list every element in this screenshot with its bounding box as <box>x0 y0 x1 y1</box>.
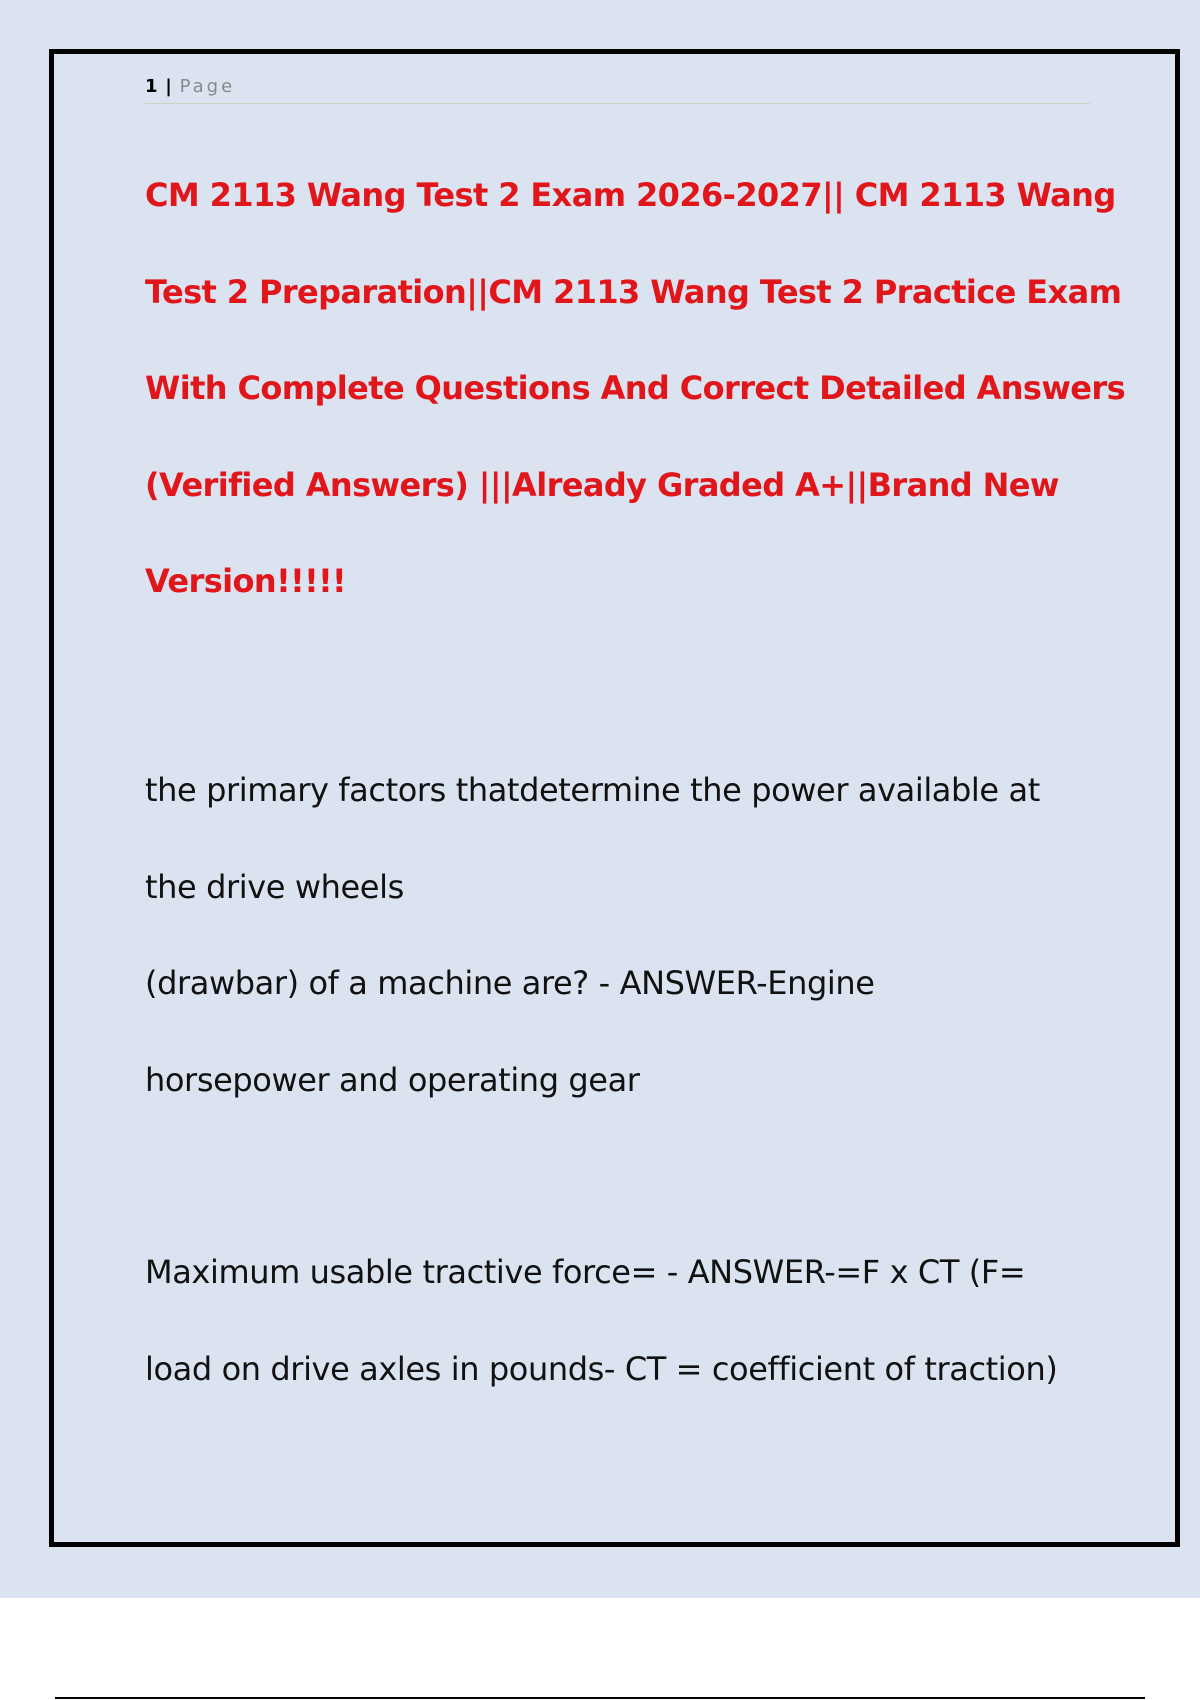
footer-divider <box>55 1697 1145 1699</box>
qa-line: (drawbar) of a machine are? - ANSWER-Engine <box>145 964 875 1002</box>
question-answer-1 <box>145 742 1085 1128</box>
qa-line: horsepower and operating gear <box>145 1060 640 1099</box>
page-header <box>145 74 1090 104</box>
title-line: Test 2 Preparation||CM 2113 Wang Test 2 Practice Exam <box>145 272 1122 311</box>
title-line: CM 2113 Wang Test 2 Exam 2026-2027|| CM 2113 Wang <box>145 176 1116 214</box>
qa-line: load on drive axles in pounds- CT = coefficient of traction) <box>145 1349 1058 1388</box>
page-number: 1 <box>145 76 158 97</box>
title-line: Version!!!!! <box>145 562 347 600</box>
document-title <box>145 147 1126 630</box>
page-label: Page <box>179 76 236 97</box>
qa-line: the drive wheels <box>145 867 404 906</box>
question-answer-2 <box>145 1224 1085 1417</box>
qa-line: Maximum usable tractive force= - ANSWER-=F x CT (F= <box>145 1253 1026 1291</box>
qa-line: the primary factors thatdetermine the power available at <box>145 771 1040 809</box>
title-line: (Verified Answers) |||Already Graded A+||Brand New <box>145 465 1059 504</box>
page-separator: | <box>165 76 172 97</box>
title-line: With Complete Questions And Correct Detailed Answers <box>145 369 1126 407</box>
